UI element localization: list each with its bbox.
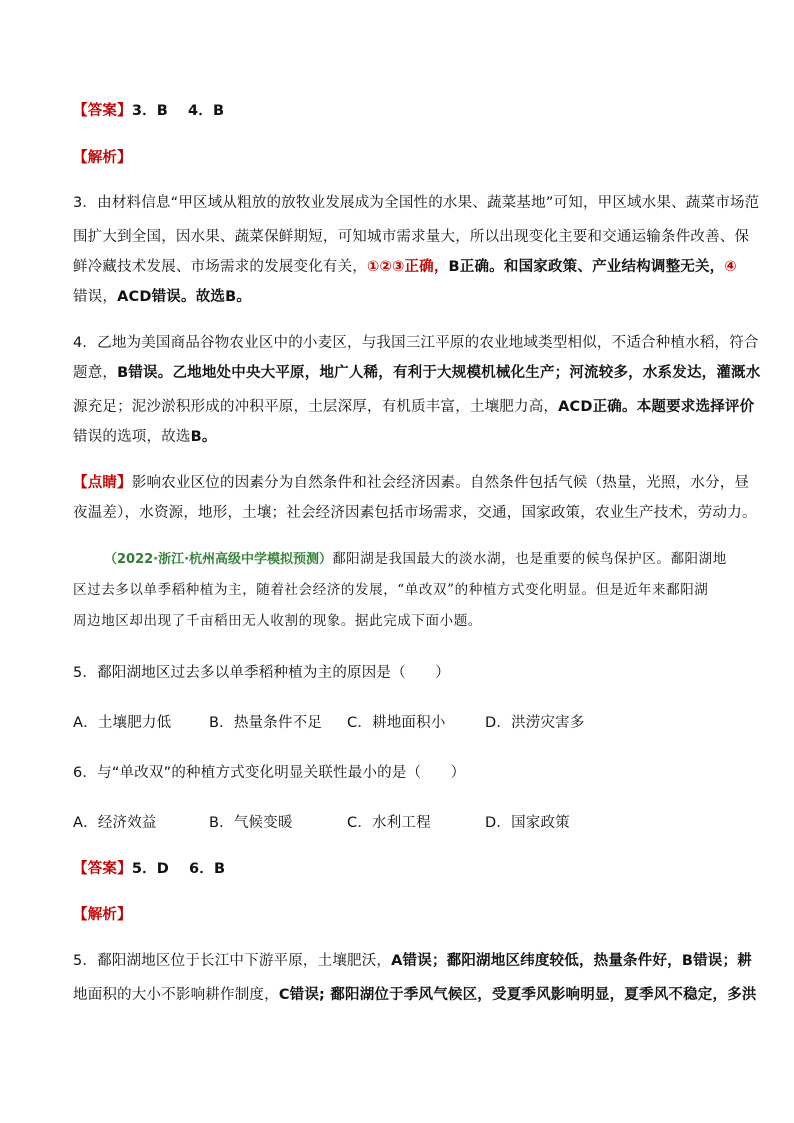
answer-tag: 【答案】 <box>73 103 132 119</box>
q5-option-c[interactable]: C．耕地面积小 <box>347 715 446 731</box>
q3-analysis-line-3: 鲜冷藏技术发展、市场需求的发展变化有关，①②③正确，B正确。和国家政策、产业结构调整无关，④ <box>73 259 737 275</box>
q5-option-a[interactable]: A．土壤肥力低 <box>73 715 172 731</box>
answer-text: 3．B 4．B <box>131 103 225 119</box>
dianjing-tag: 【点睛】 <box>73 475 132 491</box>
q3-analysis-line-4: 错误，ACD错误。故选B。 <box>73 289 252 305</box>
analysis-tag-2: 【解析】 <box>73 907 132 923</box>
q6-option-d[interactable]: D．国家政策 <box>485 815 570 831</box>
q6-options <box>73 810 723 836</box>
answer-tag-2: 【答案】 <box>73 861 132 877</box>
q6-option-a[interactable]: A．经济效益 <box>73 815 157 831</box>
source-tag: （2022·浙江·杭州高级中学模拟预测） <box>104 552 333 567</box>
q6-stem: 6．与“单改双”的种植方式变化明显关联性最小的是（ ） <box>73 765 466 781</box>
q5-option-d[interactable]: D．洪涝灾害多 <box>485 715 585 731</box>
q5-stem: 5．鄱阳湖地区过去多以单季稻种植为主的原因是（ ） <box>73 665 450 681</box>
dianjing-line-2: 夜温差），水资源，地形，土壤；社会经济因素包括市场需求，交通，国家政策，农业生产技术，劳动力。 <box>73 505 757 521</box>
q5-option-b[interactable]: B．热量条件不足 <box>209 715 323 731</box>
answer-text-2: 5．D 6．B <box>131 861 226 877</box>
q3-analysis-line-1: 3．由材料信息“甲区域从粗放的放牧业发展成为全国性的水果、蔬菜基地”可知，甲区域水果、蔬菜市场范 <box>73 195 760 211</box>
q5-analysis-line-1: 5．鄱阳湖地区位于长江中下游平原，土壤肥沃，A错误；鄱阳湖地区纬度较低，热量条件好，B错误；耕 <box>73 953 752 969</box>
analysis-tag: 【解析】 <box>73 150 132 166</box>
q4-analysis-line-4: 错误的选项，故选B。 <box>73 429 217 445</box>
q5-analysis-line-2: 地面积的大小不影响耕作制度，C错误; 鄱阳湖位于季风气候区，受夏季风影响明显，夏季风不稳定，多洪 <box>73 987 757 1003</box>
material-line-3: 周边地区却出现了千亩稻田无人收割的现象。据此完成下面小题。 <box>73 613 482 629</box>
q4-analysis-line-1: 4．乙地为美国商品谷物农业区中的小麦区，与我国三江平原的农业地域类型相似，不适合种植水稻，符合 <box>73 335 759 351</box>
material-line-2: 区过去多以单季稻种植为主，随着社会经济的发展，“单改双”的种植方式变化明显。但是近年来鄱阳湖 <box>73 582 709 598</box>
q6-option-b[interactable]: B．气候变暖 <box>209 815 293 831</box>
q4-analysis-line-3: 源充足；泥沙淤积形成的冲积平原，土层深厚，有机质丰富，土壤肥力高，ACD正确。本题要求选择评价 <box>73 399 755 415</box>
material-line-1: （2022·浙江·杭州高级中学模拟预测）鄱阳湖是我国最大的淡水湖，也是重要的候鸟保护区。鄱阳湖地 <box>104 551 727 567</box>
q3-analysis-line-2: 围扩大到全国，因水果、蔬菜保鲜期短，可知城市需求量大，所以出现变化主要和交通运输条件改善、保 <box>73 229 750 245</box>
q6-option-c[interactable]: C．水利工程 <box>347 815 431 831</box>
q5-options <box>73 710 723 736</box>
answer-line-3-4 <box>73 98 723 124</box>
q4-analysis-line-2: 题意，B错误。乙地地处中央大平原，地广人稀，有利于大规模机械化生产；河流较多，水系发达，灌溉水 <box>73 365 761 381</box>
dianjing-line-1: 【点睛】影响农业区位的因素分为自然条件和社会经济因素。自然条件包括气候（热量，光照，水分，昼 <box>73 475 750 491</box>
answer-line-5-6 <box>73 856 723 882</box>
